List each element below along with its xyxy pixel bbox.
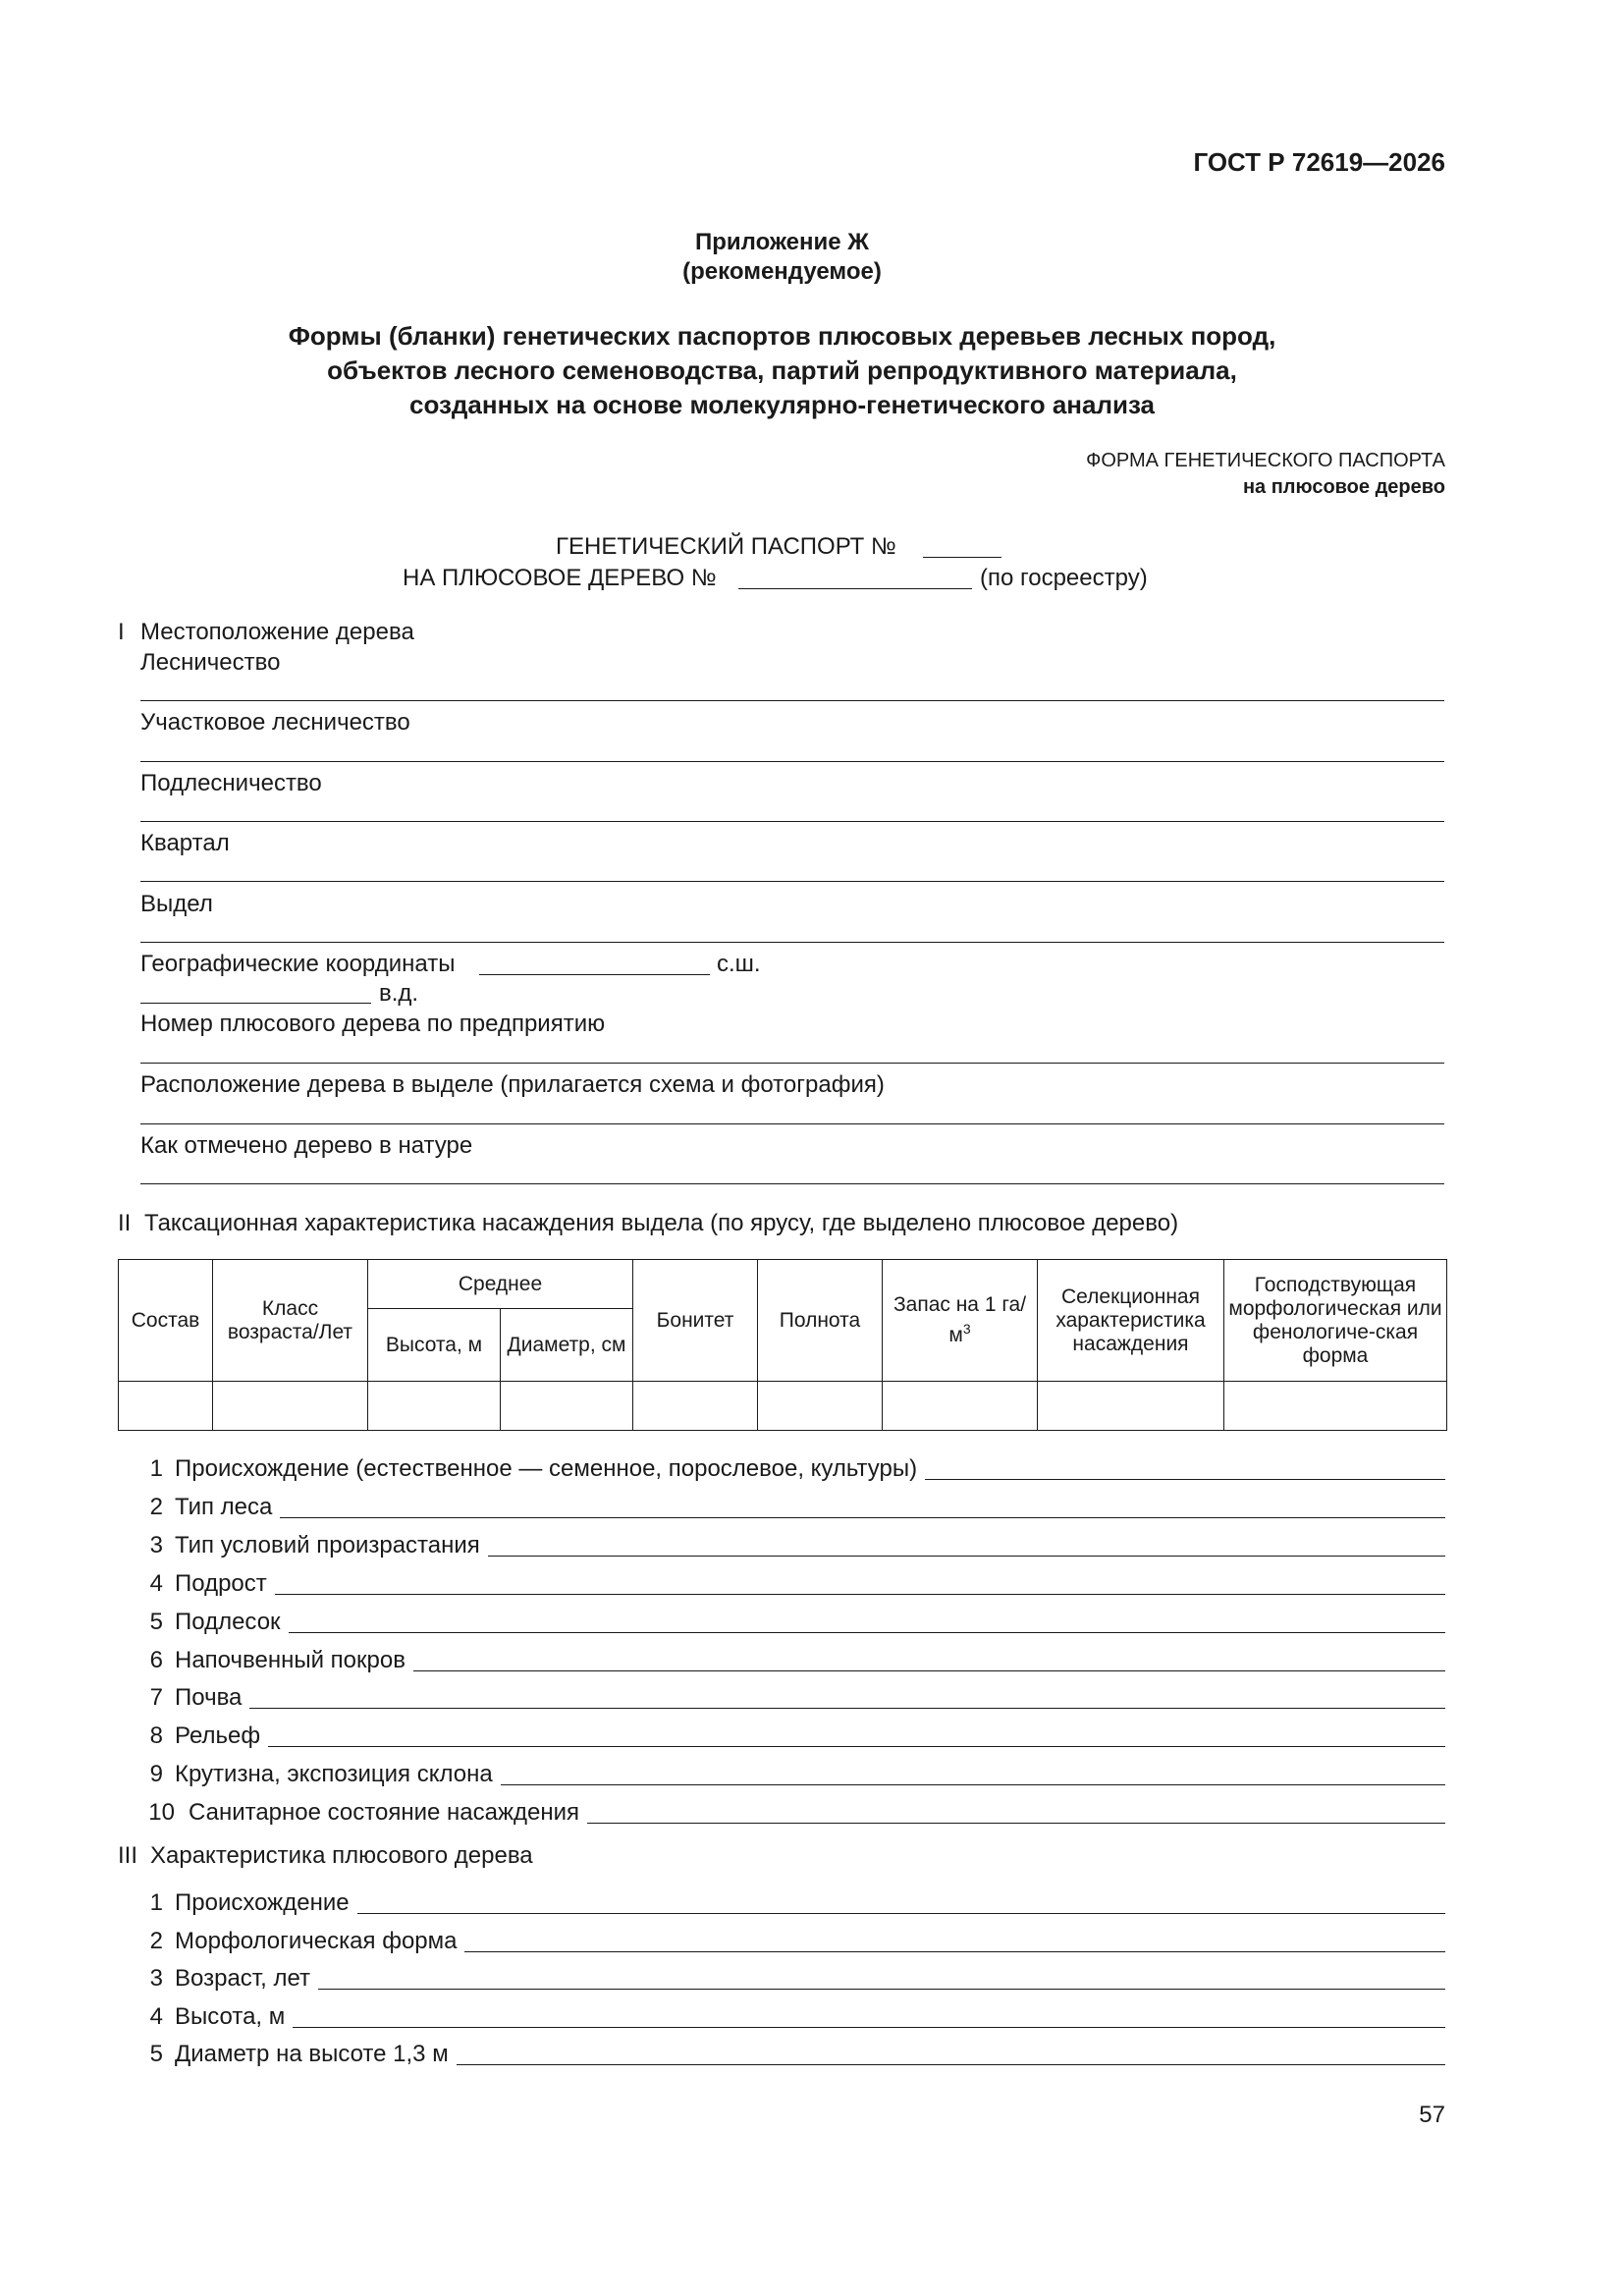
list-item-label: Диаметр на высоте 1,3 м: [175, 2041, 449, 2067]
list-item: [147, 1683, 1445, 1713]
field-vydel: Выдел: [140, 891, 213, 917]
section1-roman: I: [118, 619, 125, 645]
list-item-label: Тип леса: [175, 1493, 273, 1520]
taxation-table: [118, 1259, 1447, 1431]
list-item-label: Почва: [175, 1684, 243, 1712]
list-item: [147, 1646, 1445, 1675]
col-sostav: Состав: [119, 1260, 213, 1382]
list-item-line[interactable]: [280, 1517, 1445, 1518]
appendix-title: Приложение Ж: [695, 229, 869, 255]
list-item-label: Происхождение: [175, 1889, 350, 1916]
form-label-sub: на плюсовое дерево: [1242, 476, 1445, 498]
section2-roman: II: [118, 1210, 132, 1236]
col-bonitet: Бонитет: [633, 1260, 758, 1382]
tree-number-line[interactable]: [738, 588, 972, 589]
field-line[interactable]: [140, 1063, 1444, 1064]
field-location: Расположение дерева в выделе (прилагается схема и фотография): [140, 1071, 885, 1098]
section3-title: Характеристика плюсового дерева: [150, 1842, 533, 1869]
col-polnota: Полнота: [758, 1260, 883, 1382]
latitude-unit: с.ш.: [717, 951, 761, 977]
registry-note: (по госреестру): [980, 565, 1148, 591]
field-coords: Географические координаты: [140, 951, 456, 977]
col-vysota: Высота, м: [368, 1309, 501, 1382]
appendix-heading-line: Формы (бланки) генетических паспортов плюсовых деревьев лесных пород,: [288, 321, 1276, 351]
table-cell[interactable]: [633, 1382, 758, 1431]
list-item-label: Рельеф: [175, 1722, 261, 1750]
page-number: 57: [1419, 2102, 1445, 2128]
table-cell[interactable]: [119, 1382, 213, 1431]
table-cell[interactable]: [758, 1382, 883, 1431]
section3-roman: III: [118, 1842, 138, 1869]
list-item-number: 2: [149, 1493, 163, 1520]
col-gospod: Господствующая морфологическая или фенологиче-ская форма: [1224, 1260, 1447, 1382]
list-item-number: 5: [149, 1608, 163, 1635]
table-cell[interactable]: [1224, 1382, 1447, 1431]
list-item-line[interactable]: [289, 1632, 1445, 1633]
list-item-line[interactable]: [268, 1746, 1445, 1747]
col-srednee: Среднее: [368, 1260, 633, 1309]
list-item-number: 4: [149, 1569, 163, 1597]
list-item-line[interactable]: [275, 1594, 1445, 1595]
tree-number-label: НА ПЛЮСОВОЕ ДЕРЕВО №: [403, 565, 717, 591]
list-item-number: 10: [148, 1799, 175, 1827]
field-line[interactable]: [140, 821, 1444, 822]
list-item: [147, 1964, 1445, 1994]
list-item: [147, 1798, 1445, 1828]
appendix-heading-line: объектов лесного семеноводства, партий репродуктивного материала,: [327, 355, 1237, 385]
table-cell[interactable]: [213, 1382, 368, 1431]
list-item-label: Подрост: [175, 1569, 267, 1597]
field-line[interactable]: [140, 942, 1444, 943]
field-line[interactable]: [140, 700, 1444, 701]
list-item-line[interactable]: [293, 2027, 1445, 2028]
list-item-number: 3: [149, 1531, 163, 1558]
section1-title: Местоположение дерева: [140, 619, 414, 645]
field-line[interactable]: [140, 761, 1444, 762]
list-item: [147, 1493, 1445, 1522]
list-item: [147, 1722, 1445, 1751]
list-item-label: Крутизна, экспозиция склона: [175, 1761, 493, 1788]
list-item-line[interactable]: [501, 1784, 1445, 1785]
list-item: [147, 1608, 1445, 1637]
list-item-line[interactable]: [925, 1479, 1445, 1480]
appendix-heading-line: созданных на основе молекулярно-генетического анализа: [409, 390, 1155, 419]
list-item: [147, 1569, 1445, 1599]
list-item: [147, 1531, 1445, 1560]
list-item-number: 4: [149, 2002, 163, 2030]
field-tree-number: Номер плюсового дерева по предприятию: [140, 1011, 606, 1037]
list-item-label: Происхождение (естественное — семенное, порослевое, культуры): [175, 1455, 918, 1482]
gost-code: ГОСТ Р 72619—2026: [1193, 147, 1445, 177]
col-selekc: Селекционная характеристика насаждения: [1038, 1260, 1224, 1382]
section2-title: Таксационная характеристика насаждения выдела (по ярусу, где выделено плюсовое дерево): [144, 1210, 1179, 1236]
col-diametr: Диаметр, см: [501, 1309, 633, 1382]
list-item-number: 8: [149, 1722, 163, 1750]
list-item-number: 5: [149, 2041, 163, 2067]
col-klass: Класс возраста/Лет: [213, 1260, 368, 1382]
list-item-number: 1: [149, 1455, 163, 1482]
list-item-line[interactable]: [587, 1823, 1445, 1824]
list-item-label: Высота, м: [175, 2002, 286, 2030]
list-item-number: 2: [149, 1927, 163, 1954]
field-line[interactable]: [140, 881, 1444, 882]
list-item-label: Напочвенный покров: [175, 1646, 406, 1673]
list-item-label: Тип условий произрастания: [175, 1531, 480, 1558]
list-item-line[interactable]: [357, 1913, 1445, 1914]
list-item: [147, 2040, 1445, 2069]
list-item-number: 7: [149, 1684, 163, 1712]
col-zapas-text: Запас на 1 га/м: [893, 1293, 1027, 1346]
longitude-unit: в.д.: [379, 980, 419, 1007]
list-item: [147, 1888, 1445, 1918]
appendix-subtitle: (рекомендуемое): [682, 258, 882, 285]
passport-number-line[interactable]: [923, 557, 1001, 558]
table-cell[interactable]: [368, 1382, 501, 1431]
table-cell[interactable]: [883, 1382, 1038, 1431]
table-cell[interactable]: [1038, 1382, 1224, 1431]
list-item-number: 3: [149, 1965, 163, 1992]
longitude-line[interactable]: [140, 1003, 371, 1004]
field-kvartal: Квартал: [140, 830, 230, 856]
list-item-line[interactable]: [488, 1556, 1445, 1557]
field-line[interactable]: [140, 1183, 1444, 1184]
appendix-heading: [0, 319, 1564, 422]
field-lesnichestvo: Лесничество: [140, 649, 281, 676]
form-label: ФОРМА ГЕНЕТИЧЕСКОГО ПАСПОРТА: [1086, 450, 1445, 471]
list-item-line[interactable]: [249, 1708, 1445, 1709]
table-row: [119, 1382, 1447, 1431]
table-cell[interactable]: [501, 1382, 633, 1431]
list-item: [147, 1454, 1445, 1484]
list-item-label: Морфологическая форма: [175, 1927, 458, 1954]
col-zapas: [883, 1260, 1038, 1382]
passport-title: ГЕНЕТИЧЕСКИЙ ПАСПОРТ №: [556, 533, 896, 560]
list-item-number: 6: [149, 1646, 163, 1673]
list-item-number: 1: [149, 1889, 163, 1916]
list-item-line[interactable]: [413, 1670, 1445, 1671]
list-item: [147, 1927, 1445, 1956]
list-item-line[interactable]: [318, 1989, 1445, 1990]
list-item-line[interactable]: [464, 1951, 1445, 1952]
latitude-line[interactable]: [479, 974, 710, 975]
list-item-label: Санитарное состояние насаждения: [189, 1799, 580, 1827]
list-item: [147, 1760, 1445, 1789]
list-item-number: 9: [149, 1761, 163, 1788]
field-line[interactable]: [140, 1123, 1444, 1124]
list-item-label: Подлесок: [175, 1608, 281, 1635]
list-item: [147, 2002, 1445, 2032]
field-podlesnichestvo: Подлесничество: [140, 770, 322, 796]
field-uchastkovoe: Участковое лесничество: [140, 709, 410, 736]
col-zapas-sup: 3: [962, 1321, 971, 1337]
field-marking: Как отмечено дерево в натуре: [140, 1132, 473, 1159]
list-item-label: Возраст, лет: [175, 1965, 310, 1992]
list-item-line[interactable]: [457, 2064, 1445, 2065]
